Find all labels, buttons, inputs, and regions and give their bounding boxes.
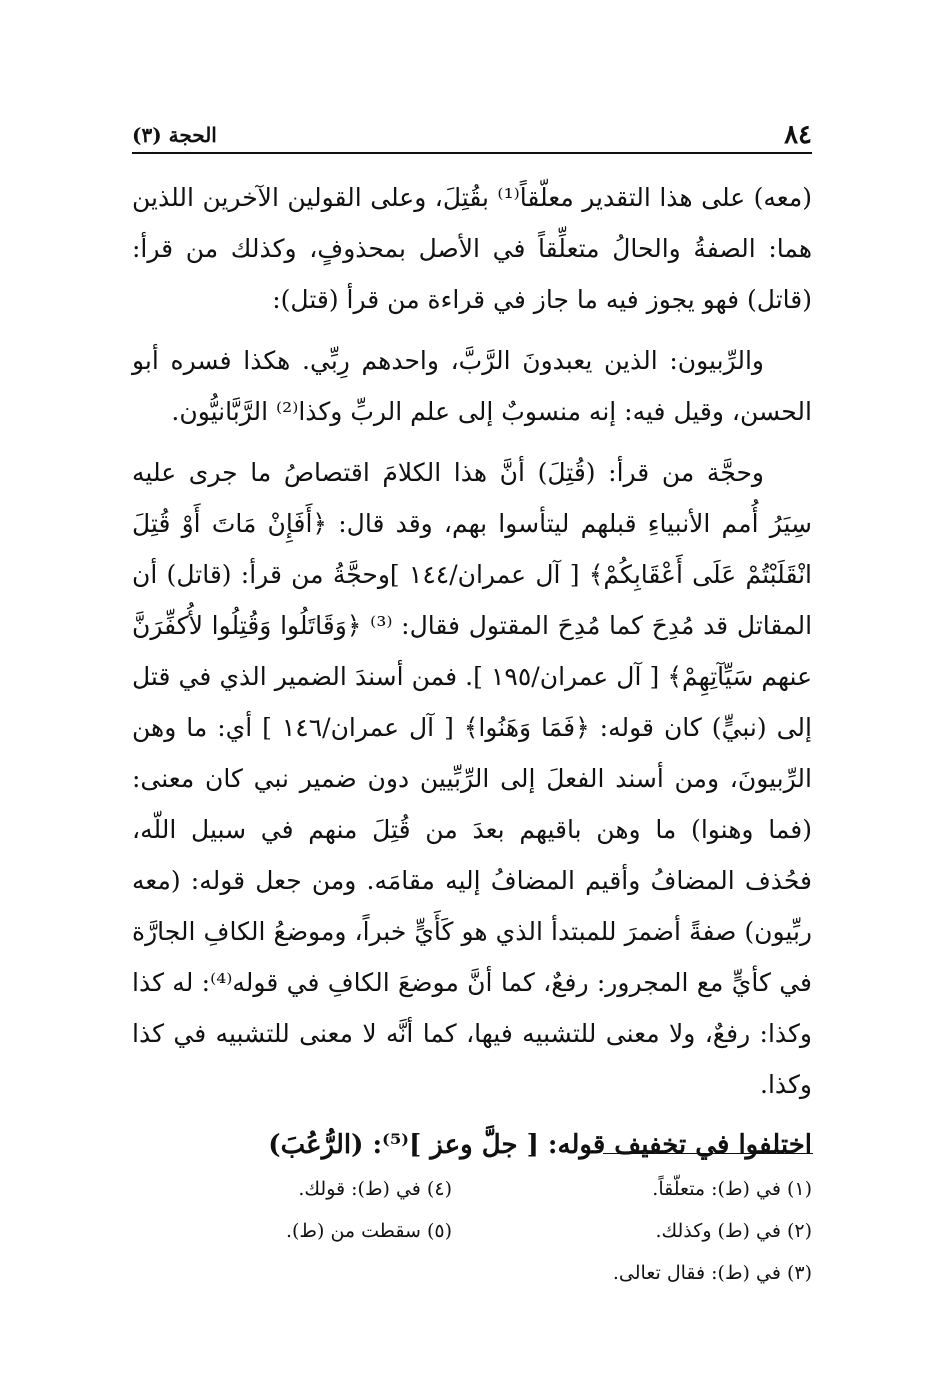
footnote-5: (٥) سقطت من (ط). <box>285 1220 452 1242</box>
page-number: ٨٤ <box>784 120 812 150</box>
footnote-2: (٢) في (ط) وكذلك. <box>655 1220 812 1242</box>
footnote-4: (٤) في (ط): قولك. <box>298 1178 452 1200</box>
running-title: الحجة (٣) <box>132 123 217 147</box>
page-header <box>132 118 812 152</box>
footnote-rule <box>603 1153 813 1154</box>
footnote-3: (٣) في (ط): فقال تعالى. <box>612 1262 812 1284</box>
footnotes-left-column <box>232 1168 452 1252</box>
header-rule <box>132 152 812 154</box>
footnotes <box>220 1168 812 1308</box>
main-text <box>132 172 812 1181</box>
footnote-1: (١) في (ط): متعلّقاً. <box>652 1178 812 1200</box>
paragraph-2: والرِّبيون: الذين يعبدونَ الرَّبَّ، واحدهم رِبِّي. هكذا فسره أبو الحسن، وقيل فيه: إنه منسوبٌ إلى علم الربِّ وكذا⁽²⁾ الرَّبَّانيُّون. <box>132 346 812 426</box>
paragraph-3: وحجَّة من قرأ: (قُتِلَ) أنَّ هذا الكلامَ اقتصاصُ ما جرى عليه سِيَرُ أُمم الأنبياءِ قبلهم ليتأسوا بهم، وقد قال: ﴿أَفَإِنْ مَاتَ أَوْ قُتِلَ انْقَلَبْتُمْ عَلَى أَعْقَابِكُمْ﴾ [ آل عمران/١٤٤ ]وحجَّةُ من قرأ: (قاتل) أن المقاتل قد مُدِحَ كما مُدِحَ المقتول فقال: ⁽³⁾ ﴿وَقَاتَلُوا وَقُتِلُوا لأُكفِّرَنَّ عنهم سَيِّآتِهِمْ﴾ [ آل عمران/١٩٥ ]. فمن أسندَ الضمير الذي في قتل إلى (نبيٍّ) كان قوله: ﴿فَمَا وَهَنُوا﴾ [ آل عمران/١٤٦ ] أي: ما وهن الرِّبيونَ، ومن أسند الفعلَ إلى الرِّبِّيين دون ضمير نبي كان معنى: (فما وهنوا) ما وهن باقيهم بعدَ من قُتِلَ منهم في سبيل اللّه، فحُذف المضافُ وأقيم المضافُ إليه مقامَه. ومن جعل قوله: (معه ربِّيون) صفةً أضمرَ للمبتدأ الذي هو كَأَيٍّ خبراً، وموضعُ الكافِ الجارَّة في كأيٍّ مع المجرور: رفعٌ، كما أنَّ موضعَ الكافِ في قوله⁽⁴⁾: له كذا وكذا: رفعٌ، ولا معنى للتشبيه فيها، كما أنَّه لا معنى للتشبيه في كذا وكذا. <box>132 458 813 1099</box>
paragraph-1: (معه) على هذا التقدير معلّقاً⁽¹⁾ بقُتِلَ، وعلى القولين الآخرين اللذين هما: الصفةُ والحالُ متعلِّقاً في الأصل بمحذوفٍ، وكذلك من قرأ: (قاتل) فهو يجوز فيه ما جاز في قراءة من قرأ (قتل): <box>132 183 812 314</box>
paragraph-4-heading: اختلفوا في تخفيف قوله: [ جلَّ وعز ]⁽⁵⁾: (الرُّعُبَ) <box>268 1130 812 1160</box>
footnotes-right-column <box>512 1168 812 1294</box>
